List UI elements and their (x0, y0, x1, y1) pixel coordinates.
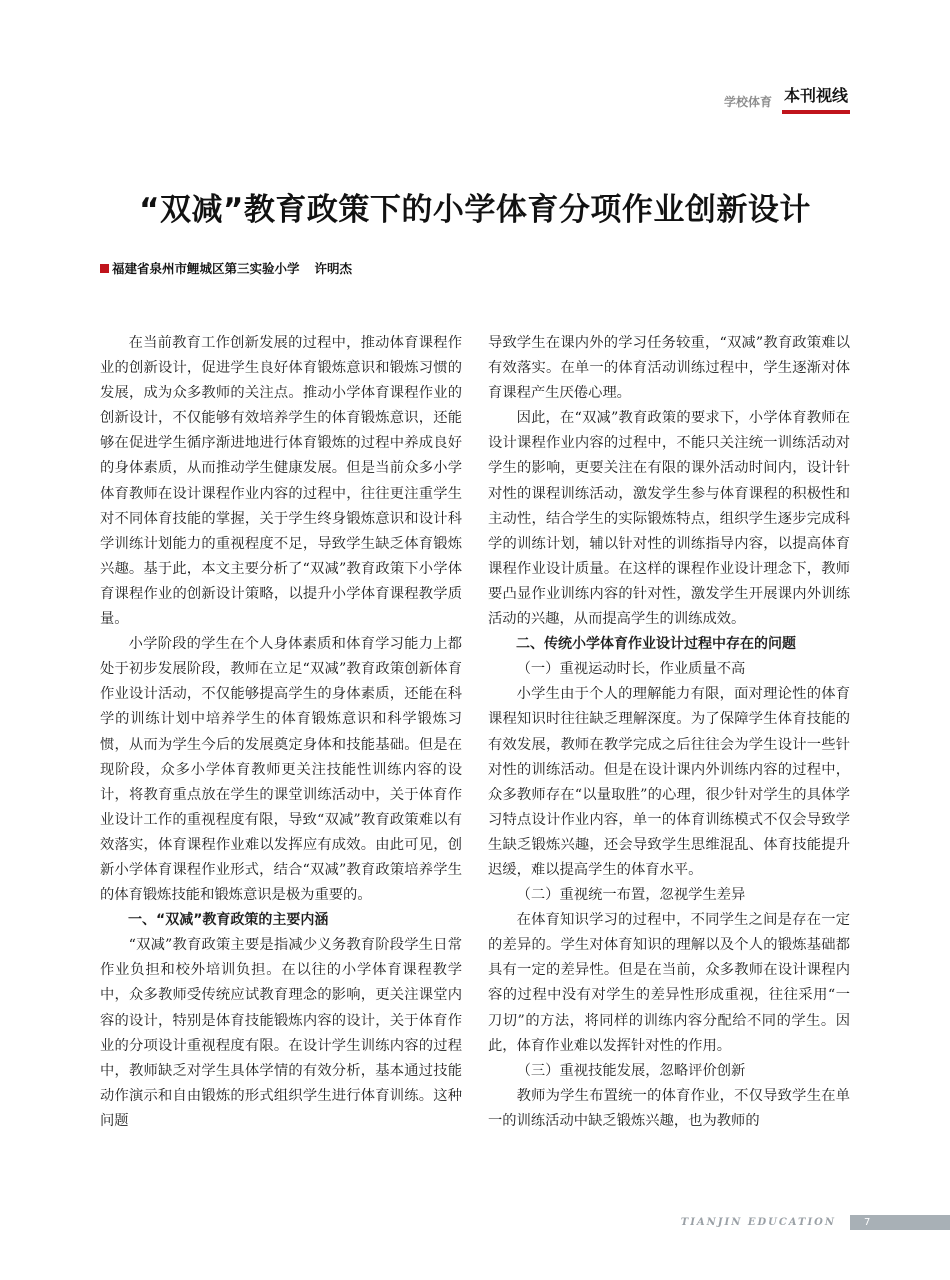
article-title: “双减”教育政策下的小学体育分项作业创新设计 (139, 192, 811, 228)
paragraph: 小学生由于个人的理解能力有限，面对理论性的体育课程知识时往往缺乏理解深度。为了保障学生体育技能的有效发展，教师在教学完成之后往往会为学生设计一些针对性的训练活动。但是在设计课内外训练内容的过程中，众多教师存在“以量取胜”的心理，很少针对学生的具体学习特点设计作业内容，单一的体育训练模式不仅会导致学生缺乏锻炼兴趣，还会导致学生思维混乱、体育技能提升迟缓，难以提高学生的体育水平。 (488, 686, 850, 878)
subsection-heading: （三）重视技能发展，忽略评价创新 (516, 1062, 746, 1079)
paragraph: 教师为学生布置统一的体育作业，不仅导致学生在单一的训练活动中缺乏锻炼兴趣，也为教师的 (488, 1087, 850, 1129)
paragraph: 在体育知识学习的过程中，不同学生之间是存在一定的差异的。学生对体育知识的理解以及个人的锻炼基础都具有一定的差异性。但是在当前，众多教师在设计课程内容的过程中没有对学生的差异性形成重视，往往采用“一刀切”的方法，将同样的训练内容分配给不同的学生。因此，体育作业难以发挥针对性的作用。 (488, 912, 850, 1054)
page-footer (681, 1215, 950, 1230)
author-affiliation: 福建省泉州市鲤城区第三实验小学 (112, 261, 300, 276)
subsection-heading: （一）重视运动时长，作业质量不高 (516, 661, 746, 678)
right-column (488, 331, 850, 1134)
column-label: 本刊视线 (782, 83, 850, 114)
subsection-heading: （二）重视统一布置，忽视学生差异 (516, 887, 746, 904)
author-line (100, 259, 352, 277)
section-heading: 一、“双减”教育政策的主要内涵 (128, 912, 329, 929)
paragraph: 因此，在“双减”教育政策的要求下，小学体育教师在设计课程作业内容的过程中，不能只关注统一训练活动对学生的影响，更要关注在有限的课外活动时间内，设计针对性的课程训练活动，激发学生参与体育课程的积极性和主动性，结合学生的实际锻炼特点，组织学生逐步完成科学的训练计划，辅以针对性的训练指导内容，以提高体育课程作业设计质量。在这样的课程作业设计理念下，教师要凸显作业训练内容的针对性，激发学生开展课内外训练活动的兴趣，从而提高学生的训练成效。 (488, 410, 850, 628)
section-heading: 二、传统小学体育作业设计过程中存在的问题 (516, 636, 796, 653)
author-name: 许明杰 (314, 261, 353, 276)
paragraph: 导致学生在课内外的学习任务较重，“双减”教育政策难以有效落实。在单一的体育活动训练过程中，学生逐渐对体育课程产生厌倦心理。 (488, 335, 850, 402)
section-label: 学校体育 (723, 95, 772, 109)
red-square-marker (100, 264, 109, 273)
page-number: 7 (850, 1215, 950, 1230)
paragraph: “双减”教育政策主要是指减少义务教育阶段学生日常作业负担和校外培训负担。在以往的小学体育课程教学中，众多教师受传统应试教育理念的影响，更关注课堂内容的设计，特别是体育技能锻炼内容的设计，关于体育作业的分项设计重视程度有限。在设计学生训练内容的过程中，教师缺乏对学生具体学情的有效分析，基本通过技能动作演示和自由锻炼的形式组织学生进行体育训练。这种问题 (100, 937, 462, 1129)
paragraph: 在当前教育工作创新发展的过程中，推动体育课程作业的创新设计，促进学生良好体育锻炼意识和锻炼习惯的发展，成为众多教师的关注点。推动小学体育课程作业的创新设计，不仅能够有效培养学生的体育锻炼意识，还能够在促进学生循序渐进地进行体育锻炼的过程中养成良好的身体素质，从而推动学生健康发展。但是当前众多小学体育教师在设计课程作业内容的过程中，往往更注重学生对不同体育技能的掌握，关于学生终身锻炼意识和设计科学训练计划能力的重视程度不足，导致学生缺乏体育锻炼兴趣。基于此，本文主要分析了“双减”教育政策下小学体育课程作业的创新设计策略，以提升小学体育课程教学质量。 (100, 335, 462, 628)
left-column (100, 331, 462, 1134)
journal-brand: TIANJIN EDUCATION (680, 1217, 836, 1228)
paragraph: 小学阶段的学生在个人身体素质和体育学习能力上都处于初步发展阶段，教师在立足“双减”教育政策创新体育作业设计活动，不仅能够提高学生的身体素质，还能在科学的训练计划中培养学生的体育锻炼意识和科学锻炼习惯，从而为学生今后的发展奠定身体和技能基础。但是在现阶段，众多小学体育教师更关注技能性训练内容的设计，将教育重点放在学生的课堂训练活动中，关于体育作业设计工作的重视程度有限，导致“双减”教育政策难以有效落实，体育课程作业难以发挥应有成效。由此可见，创新小学体育课程作业形式，结合“双减”教育政策培养学生的体育锻炼技能和锻炼意识是极为重要的。 (100, 636, 462, 904)
running-header (724, 88, 850, 114)
